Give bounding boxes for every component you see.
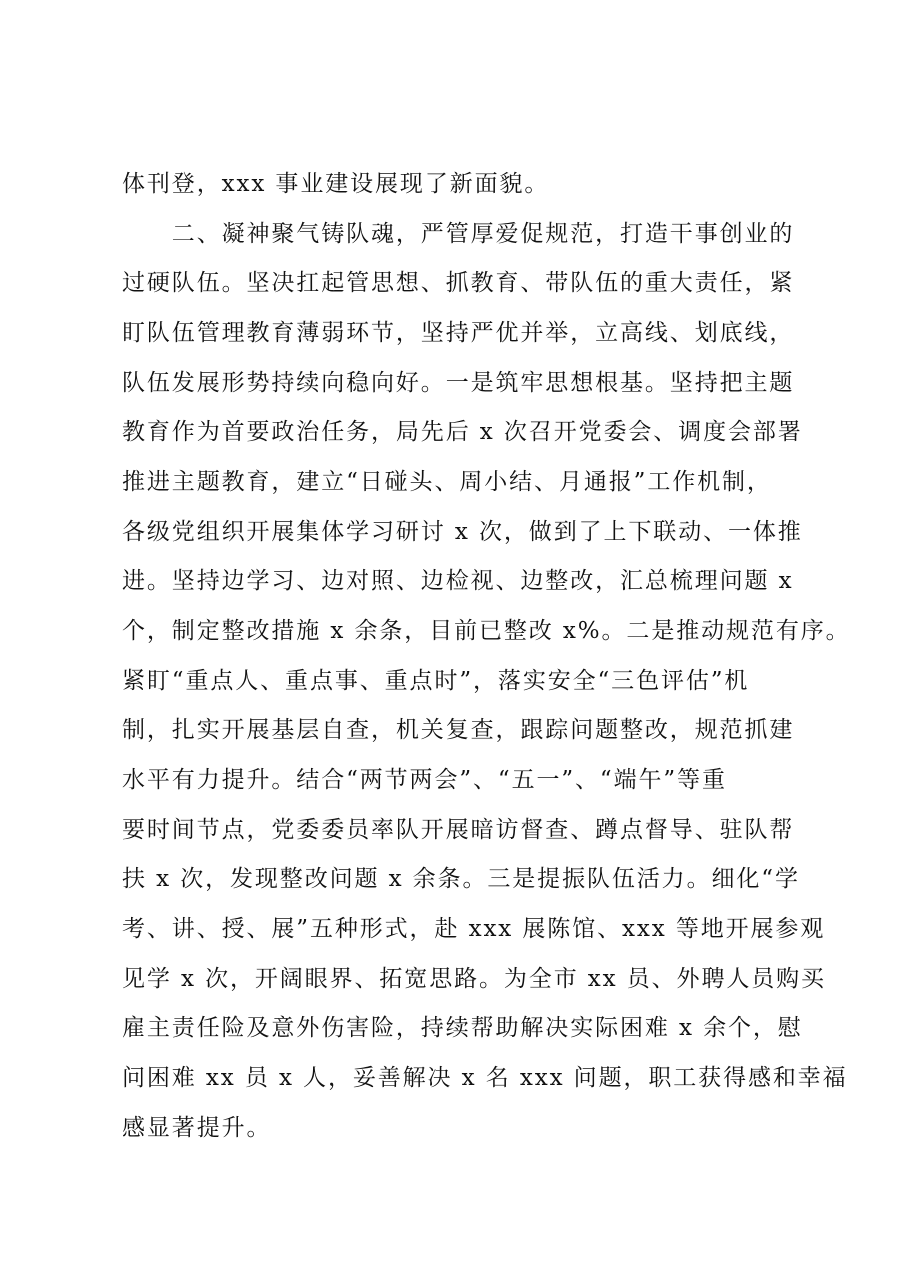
text-line: 队伍发展形势持续向稳向好。一是筑牢思想根基。坚持把主题 [122,370,795,396]
text-line: 要时间节点，党委委员率队开展暗访督查、蹲点督导、驻队帮 [122,817,795,843]
text-line: 紧盯“重点人、重点事、重点时”，落实安全“三色评估”机 [122,668,750,694]
text-line: 各级党组织开展集体学习研讨 x 次，做到了上下联动、一体推 [122,519,803,545]
text-line: 个，制定整改措施 x 余条，目前已整改 x%。二是推动规范有序。 [122,618,851,644]
text-line: 见学 x 次，开阔眼界、拓宽思路。为全市 xx 员、外聘人员购买 [122,966,826,992]
text-line: 问困难 xx 员 x 人，妥善解决 x 名 xxx 问题，职工获得感和幸福 [122,1065,848,1091]
text-line: 水平有力提升。结合“两节两会”、“五一”、“端午”等重 [122,767,727,793]
text-line: 推进主题教育，建立“日碰头、周小结、月通报”工作机制， [122,469,772,495]
text-line: 考、讲、授、展”五种形式，赴 xxx 展陈馆、xxx 等地开展参观 [122,916,826,942]
text-line: 进。坚持边学习、边对照、边检视、边整改，汇总梳理问题 x [122,568,794,594]
text-line: 扶 x 次，发现整改问题 x 余条。三是提振队伍活力。细化“学 [122,866,800,892]
text-line: 二、凝神聚气铸队魂，严管厚爱促规范，打造干事创业的 [122,221,795,247]
text-line: 体刊登，xxx 事业建设展现了新面貌。 [122,171,550,197]
text-line: 感显著提升。 [122,1115,272,1141]
text-line: 教育作为首要政治任务，局先后 x 次召开党委会、调度会部署 [122,419,803,445]
text-line: 制，扎实开展基层自查，机关复查，跟踪问题整改，规范抓建 [122,717,795,743]
text-line: 雇主责任险及意外伤害险，持续帮助解决实际困难 x 余个，慰 [122,1015,803,1041]
text-line: 盯队伍管理教育薄弱环节，坚持严优并举，立高线、划底线， [122,320,795,346]
text-line: 过硬队伍。坚决扛起管思想、抓教育、带队伍的重大责任，紧 [122,270,795,296]
